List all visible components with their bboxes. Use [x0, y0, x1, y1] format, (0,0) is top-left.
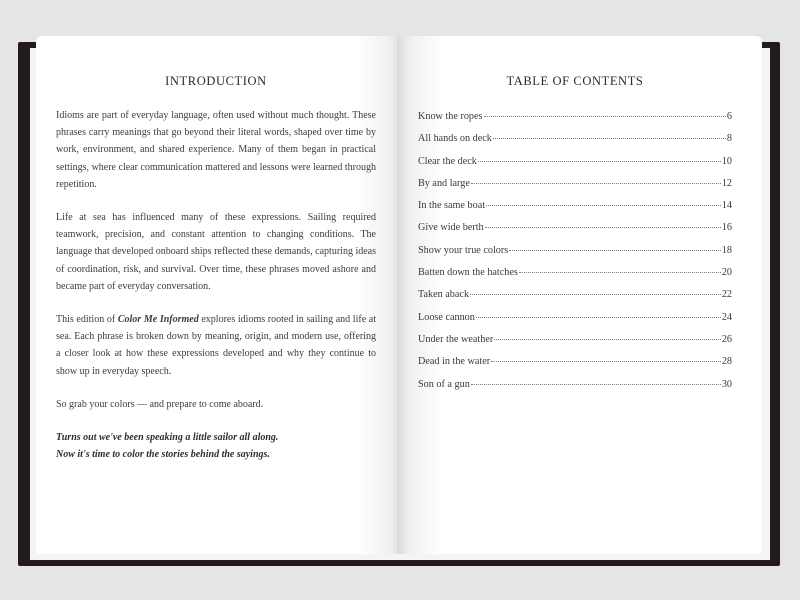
toc-page-number: 26	[721, 333, 732, 345]
toc-entry-label: Son of a gun	[418, 378, 470, 390]
toc-page-number: 6	[726, 111, 732, 122]
toc-entry-label: Taken aback	[418, 289, 470, 301]
toc-entry-label: Dead in the water	[418, 356, 491, 368]
toc-page-number: 18	[721, 244, 732, 256]
introduction-title: INTRODUCTION	[165, 74, 267, 88]
intro-paragraph-2: Life at sea has influenced many of these expressions. Sailing required teamwork, precision, and constant attention to changing conditions. The language that developed onboard ships reflected these demands, capturing ideas of coordination, risk, and survival. Over time, these phrases moved ashore and became part of everyday conversation.	[56, 212, 376, 292]
introduction-page	[36, 36, 400, 554]
toc-page-number: 12	[721, 177, 732, 189]
toc-entry-label: By and large	[418, 177, 470, 189]
toc-entry-label: In the same boat	[418, 200, 486, 212]
toc-entry-in-the-same-boat[interactable]	[418, 200, 732, 222]
toc-entry-son-of-a-gun[interactable]	[418, 379, 732, 401]
toc-entry-batten-down-the-hatches[interactable]	[418, 267, 732, 289]
toc-entry-clear-the-deck[interactable]	[418, 156, 732, 178]
toc-entry-give-wide-berth[interactable]	[418, 222, 732, 244]
toc-leader-dots	[485, 227, 721, 228]
toc-leader-dots	[491, 361, 721, 362]
toc-page-number: 24	[721, 311, 732, 323]
toc-entry-taken-aback[interactable]	[418, 289, 732, 311]
toc-entry-by-and-large[interactable]	[418, 178, 732, 200]
toc-entry-all-hands-on-deck[interactable]	[418, 133, 732, 155]
intro-paragraph-4: So grab your colors — and prepare to come aboard.	[56, 398, 264, 410]
toc-leader-dots	[494, 339, 721, 340]
toc-page-number: 22	[721, 289, 732, 301]
closing-line-1: Turns out we've been speaking a little sailor all along.	[56, 432, 279, 444]
intro-paragraph-1: Idioms are part of everyday language, often used without much thought. These phrases carry meanings that go beyond their literal words, shaped over time by work, environment, and shared experience. Many of them began in practical settings, where clear communication mattered and lessons were learned through repetition.	[56, 110, 376, 190]
book-title-text: Color Me Informed	[117, 314, 199, 326]
toc-entry-loose-cannon[interactable]	[418, 312, 732, 334]
toc-entry-dead-in-the-water[interactable]	[418, 356, 732, 378]
closing-line-2: Now it's time to color the stories behind the sayings.	[56, 449, 270, 461]
toc-entry-label: Clear the deck	[418, 155, 477, 167]
toc-leader-dots	[486, 205, 721, 206]
intro-paragraph-3	[56, 311, 376, 380]
toc-leader-dots	[478, 161, 721, 162]
toc-leader-dots	[471, 183, 721, 184]
toc-page-number: 14	[721, 200, 732, 212]
toc-leader-dots	[484, 116, 726, 117]
toc-page-number: 10	[721, 155, 732, 167]
toc-page-number: 16	[721, 222, 732, 234]
toc-page-number: 20	[721, 267, 732, 279]
intro-paragraph-3-end: explores idioms rooted in sailing and life at sea. Each phrase is broken down by meaning, origin, and modern use, offering a closer look at how these expressions developed and why they continue to show up in everyday speech.	[56, 314, 377, 377]
toc-entry-know-the-ropes[interactable]	[418, 111, 732, 133]
toc-entry-show-your-true-colors[interactable]	[418, 245, 732, 267]
toc-leader-dots	[470, 294, 721, 295]
toc-page-number: 28	[721, 356, 732, 368]
toc-leader-dots	[509, 250, 721, 251]
toc-leader-dots	[471, 384, 721, 385]
toc-entry-label: Loose cannon	[418, 311, 475, 323]
toc-title: TABLE OF CONTENTS	[506, 74, 644, 88]
intro-paragraph-3-start: This edition of	[56, 314, 118, 326]
toc-entry-under-the-weather[interactable]	[418, 334, 732, 356]
toc-entry-label: Batten down the hatches	[418, 267, 518, 279]
toc-leader-dots	[493, 138, 726, 139]
table-of-contents-page	[400, 36, 762, 554]
toc-entry-label: Under the weather	[418, 333, 494, 345]
toc-list	[418, 111, 732, 401]
toc-entry-label: All hands on deck	[418, 133, 492, 145]
toc-page-number: 30	[721, 378, 732, 390]
toc-page-number: 8	[726, 133, 732, 145]
toc-entry-label: Give wide berth	[418, 222, 484, 234]
toc-leader-dots	[476, 317, 721, 318]
toc-entry-label: Know the ropes	[418, 111, 483, 122]
toc-leader-dots	[519, 272, 721, 273]
toc-entry-label: Show your true colors	[418, 244, 509, 256]
